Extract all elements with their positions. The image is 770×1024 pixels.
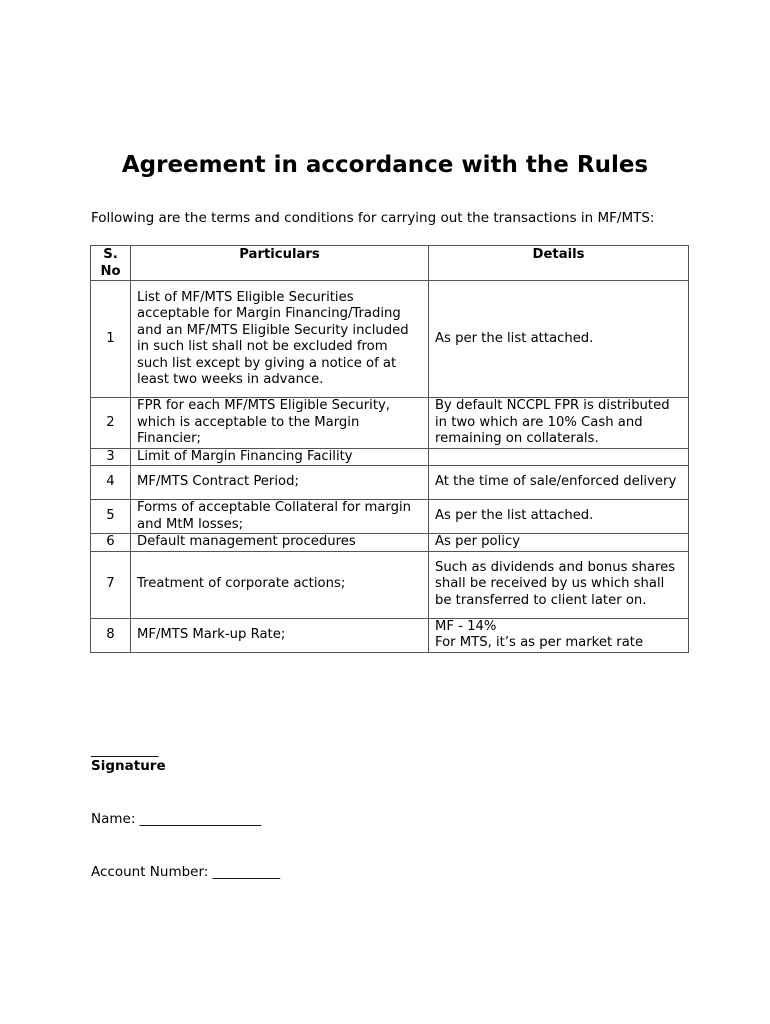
row-details: As per the list attached.: [429, 281, 689, 398]
header-details: Details: [429, 246, 689, 281]
row-details: Such as dividends and bonus shares shall be received by us which shall be transferred to client later on.: [429, 551, 689, 618]
table-row: [91, 398, 689, 449]
document-title: Agreement in accordance with the Rules: [121, 152, 649, 178]
table-row: [91, 618, 689, 652]
terms-table: [90, 245, 689, 653]
row-sno: 4: [91, 466, 131, 500]
table-row: [91, 551, 689, 618]
row-details: By default NCCPL FPR is distributed in two which are 10% Cash and remaining on collaterals.: [429, 398, 689, 449]
row-particulars: Limit of Margin Financing Facility: [131, 448, 429, 466]
row-particulars: Default management procedures: [131, 534, 429, 552]
row-particulars: Treatment of corporate actions;: [131, 551, 429, 618]
table-row: [91, 466, 689, 500]
account-number-field: Account Number: __________: [91, 864, 281, 880]
row-details: MF - 14% For MTS, it’s as per market rate: [429, 618, 689, 652]
row-details: [429, 448, 689, 466]
header-sno: S. No: [91, 246, 131, 281]
row-particulars: FPR for each MF/MTS Eligible Security, which is acceptable to the Margin Financier;: [131, 398, 429, 449]
row-particulars: MF/MTS Contract Period;: [131, 466, 429, 500]
row-details: As per the list attached.: [429, 500, 689, 534]
table-header-row: [91, 246, 689, 281]
signature-label: Signature: [91, 758, 166, 774]
row-sno: 3: [91, 448, 131, 466]
intro-text: Following are the terms and conditions for carrying out the transactions in MF/MTS:: [91, 210, 655, 226]
row-sno: 2: [91, 398, 131, 449]
table-row: [91, 534, 689, 552]
row-details: At the time of sale/enforced delivery: [429, 466, 689, 500]
row-details: As per policy: [429, 534, 689, 552]
row-sno: 6: [91, 534, 131, 552]
row-sno: 7: [91, 551, 131, 618]
row-particulars: List of MF/MTS Eligible Securities acceptable for Margin Financing/Trading and an MF/MTS Eligible Security included in such list shall not be excluded from such list except by giving a notice of at least two weeks in advance.: [131, 281, 429, 398]
row-particulars: Forms of acceptable Collateral for margin and MtM losses;: [131, 500, 429, 534]
header-particulars: Particulars: [131, 246, 429, 281]
table-row: [91, 448, 689, 466]
name-field: Name: __________________: [91, 811, 262, 827]
table-row: [91, 500, 689, 534]
signature-line: __________: [91, 742, 159, 758]
row-sno: 8: [91, 618, 131, 652]
row-sno: 5: [91, 500, 131, 534]
table-row: [91, 281, 689, 398]
row-particulars: MF/MTS Mark-up Rate;: [131, 618, 429, 652]
row-sno: 1: [91, 281, 131, 398]
